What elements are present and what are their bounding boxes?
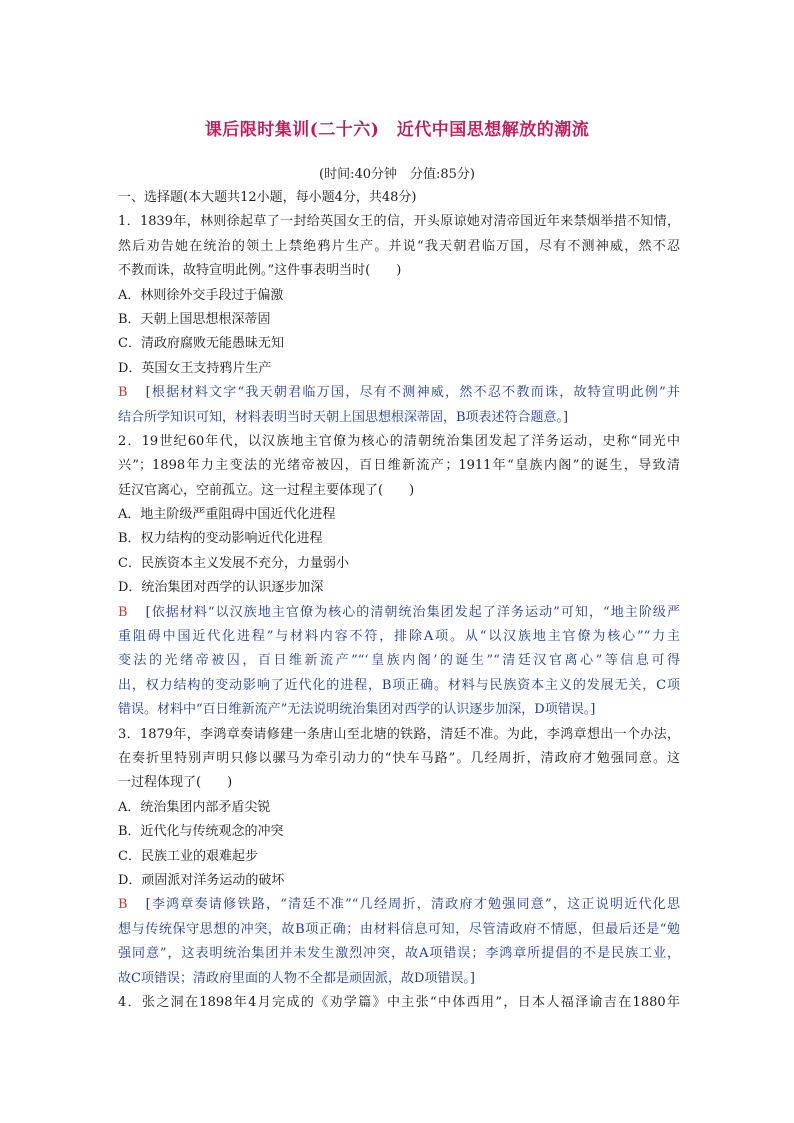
- question-stem-line: 兴”；1898年力主变法的光绪帝被囚，百日维新流产；1911年“皇族内阁”的诞生，导致清: [118, 458, 680, 474]
- answer-analysis-line: 错误。材料中“百日维新流产”无法说明统治集团对西学的认识逐步加深，D项错误。]: [118, 702, 596, 718]
- analysis-text: [依据材料“以汉族地主官僚为核心的清朝统治集团发起了洋务运动”可知，“地主阶级严: [145, 604, 680, 620]
- question-4: [118, 991, 680, 1015]
- question-stem-line: 在奏折里特别声明只修以骡马为牵引动力的“快车马路”。几经周折，清政府才勉强同意。这: [118, 750, 680, 766]
- section-heading: 一、选择题(本大题共12小题，每小题4分，共48分): [118, 190, 417, 205]
- question-3: [118, 723, 680, 991]
- option-c: C．民族工业的艰难起步: [118, 848, 258, 864]
- answer-analysis-line: 出，权力结构的变动影响了近代化的进程，B项正确。材料与民族资本主义的发展无关，C项: [118, 677, 680, 693]
- option-d: D．统治集团对西学的认识逐步加深: [118, 580, 324, 596]
- analysis-text: [李鸿章奏请修铁路，“清廷不准”“几经周折，清政府才勉强同意”，这正说明近代化思: [145, 897, 680, 913]
- question-stem-line: 不教而诛，故特宣明此例。”这件事表明当时( ): [118, 263, 402, 279]
- answer-analysis-line: 结合所学知识可知，材料表明当时天朝上国思想根深蒂固，B项表述符合题意。]: [118, 409, 569, 425]
- answer-key: B: [118, 897, 128, 913]
- option-c: C．民族资本主义发展不充分，力量弱小: [118, 555, 349, 571]
- question-stem-line: 一过程体现了( ): [118, 775, 233, 791]
- option-a: A．地主阶级严重阻碍中国近代化进程: [118, 507, 336, 523]
- question-stem-line: 廷汉官离心，空前孤立。这一过程主要体现了( ): [118, 482, 415, 498]
- answer-analysis-line: 想与传统保守思想的冲突，故B项正确；由材料信息可知，尽管清政府不情愿，但最后还是“勉: [118, 921, 680, 937]
- answer-analysis-line: 强同意”，这表明统治集团并未发生激烈冲突，故A项错误；李鸿章所提倡的不是民族工业，: [118, 946, 680, 962]
- option-b: B．近代化与传统观念的冲突: [118, 824, 284, 840]
- answer-analysis-line: 重阻碍中国近代化进程”与材料内容不符，排除A项。从“以汉族地主官僚为核心”“力主: [118, 629, 680, 645]
- exam-meta: (时间:40分钟 分值:85分): [319, 167, 475, 182]
- option-a: A．统治集团内部矛盾尖锐: [118, 799, 271, 815]
- question-2: [118, 430, 680, 723]
- answer-analysis-line: [118, 893, 680, 917]
- option-d: D．英国女王支持鸦片生产: [118, 360, 272, 376]
- answer-analysis-line: 故C项错误；清政府里面的人物不全都是顽固派，故D项错误。]: [118, 970, 475, 986]
- question-stem-line: 1．1839年，林则徐起草了一封给英国女王的信，开头原谅她对清帝国近年来禁烟举措不知情，: [118, 214, 680, 230]
- analysis-text: [根据材料文字“我天朝君临万国，尽有不测神威，然不忍不教而诛，故特宣明此例”并: [145, 385, 680, 401]
- answer-analysis-line: [118, 381, 680, 405]
- answer-key: B: [118, 604, 128, 620]
- option-c: C．清政府腐败无能愚昧无知: [118, 336, 284, 352]
- option-a: A．林则徐外交手段过于偏激: [118, 287, 284, 303]
- question-stem-line: 3．1879年，李鸿章奏请修建一条唐山至北塘的铁路，清廷不准。为此，李鸿章想出一个办法，: [118, 726, 680, 742]
- answer-analysis-line: [118, 601, 680, 625]
- option-b: B．权力结构的变动影响近代化进程: [118, 531, 323, 547]
- question-stem-line: 4．张之洞在1898年4月完成的《劝学篇》中主张“中体西用”，日本人福泽谕吉在1880年: [118, 994, 680, 1010]
- question-1: [118, 210, 680, 430]
- document-body: [118, 186, 680, 1015]
- question-stem-line: 2．19世纪60年代，以汉族地主官僚为核心的清朝统治集团发起了洋务运动，史称“同光中: [118, 433, 680, 449]
- page-title: 课后限时集训(二十六) 近代中国思想解放的潮流: [204, 120, 590, 140]
- answer-key: B: [118, 385, 128, 401]
- answer-analysis-line: 变法的光绪帝被囚，百日维新流产”“‘皇族内阁’的诞生”“清廷汉官离心”等信息可得: [118, 653, 680, 669]
- option-d: D．顽固派对洋务运动的破坏: [118, 872, 285, 888]
- option-b: B．天朝上国思想根深蒂固: [118, 311, 271, 327]
- question-stem-line: 然后劝告她在统治的领土上禁绝鸦片生产。并说“我天朝君临万国，尽有不测神威，然不忍: [118, 238, 680, 254]
